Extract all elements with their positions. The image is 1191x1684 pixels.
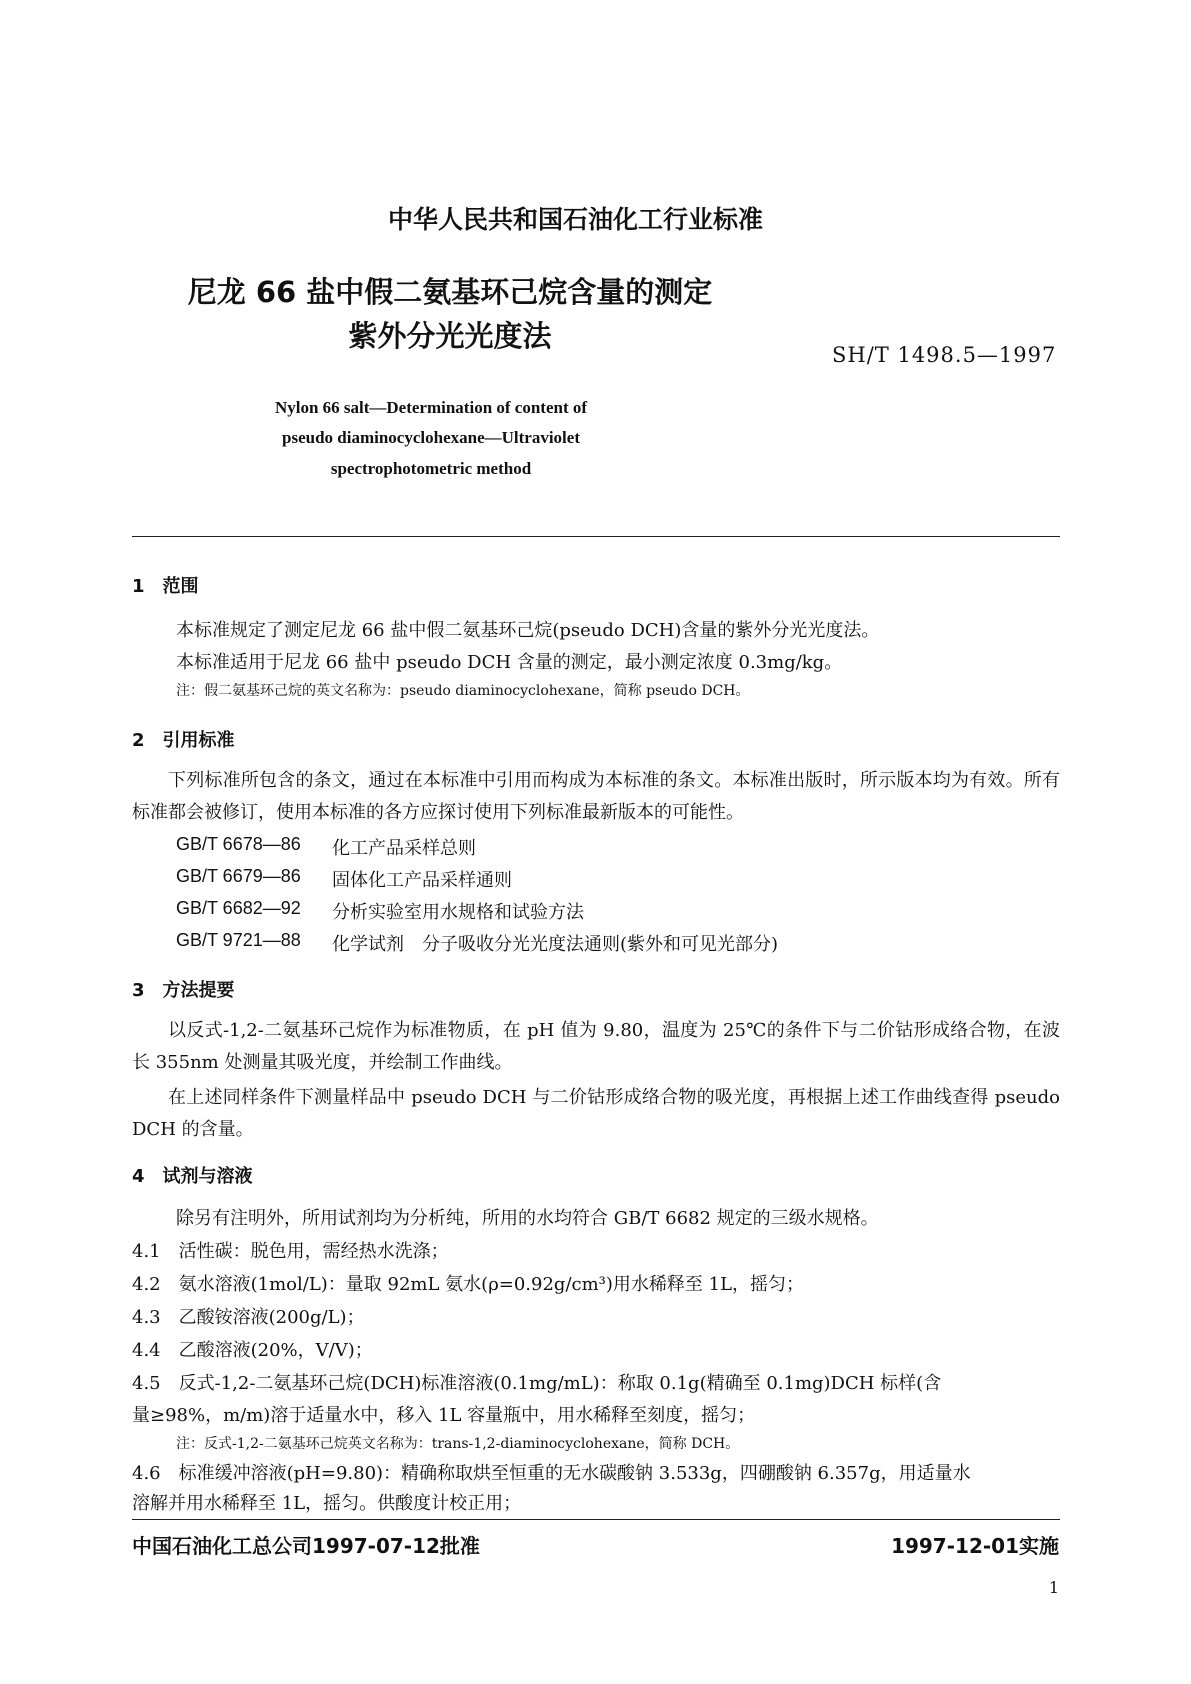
section-3-heading: 3 方法提要 [132,980,235,1001]
reference-code: GB/T 6682—92 [176,898,301,918]
section-3-paragraph-1: 以反式-1,2-二氨基环己烷作为标准物质，在 pH 值为 9.80，温度为 25℃的条件下与二价钴形成络合物，在波长 355nm 处测量其吸光度，并绘制工作曲线。 [132,1020,1060,1073]
implementation-date: 1997-12-01实施 [891,1534,1059,1558]
title-en-line3: spectrophotometric method [330,459,532,478]
section-2-intro: 下列标准所包含的条文，通过在本标准中引用而构成为本标准的条文。本标准出版时，所示版本均为有效。所有标准都会被修订，使用本标准的各方应探讨使用下列标准最新版本的可能性。 [132,770,1060,823]
standard-category: 中华人民共和国石油化工行业标准 [387,205,763,234]
item-4-1: 4.1 活性碳：脱色用，需经热水洗涤； [132,1241,449,1262]
section-4-intro: 除另有注明外，所用试剂均为分析纯，所用的水均符合 GB/T 6682 规定的三级水规格。 [176,1208,879,1229]
title-cn-line1: 尼龙 66 盐中假二氨基环己烷含量的测定 [187,275,713,309]
reference-title: 固体化工产品采样通则 [332,870,512,891]
reference-title: 化工产品采样总则 [332,838,476,859]
title-en-line1: Nylon 66 salt—Determination of content of [274,398,588,417]
item-4-2: 4.2 氨水溶液(1mol/L)：量取 92mL 氨水(ρ=0.92g/cm³)用水稀释至 1L，摇匀； [132,1274,805,1295]
section-1-paragraph-1: 本标准规定了测定尼龙 66 盐中假二氨基环己烷(pseudo DCH)含量的紫外分光光度法。 [176,620,880,641]
reference-title: 分析实验室用水规格和试验方法 [332,902,584,923]
reference-code: GB/T 6679—86 [176,866,301,886]
item-4-5-line-1: 4.5 反式-1,2-二氨基环己烷(DCH)标准溶液(0.1mg/mL)：称取 0.1g(精确至 0.1mg)DCH 标样(含 [132,1373,942,1394]
standard-code: SH/T 1498.5—1997 [832,343,1057,367]
reference-title: 化学试剂 分子吸收分光光度法通则(紫外和可见光部分) [332,934,779,955]
section-3-paragraph-2: 在上述同样条件下测量样品中 pseudo DCH 与二价钴形成络合物的吸光度，再根据上述工作曲线查得 pseudo DCH 的含量。 [132,1087,1060,1140]
section-2-heading: 2 引用标准 [132,730,235,751]
section-1-paragraph-2: 本标准适用于尼龙 66 盐中 pseudo DCH 含量的测定，最小测定浓度 0.3mg/kg。 [176,652,843,673]
footer-divider [132,1519,1060,1520]
reference-code: GB/T 9721—88 [176,930,301,950]
item-4-5-line-2: 量≥98%，m/m)溶于适量水中，移入 1L 容量瓶中，用水稀释至刻度，摇匀； [132,1405,756,1426]
section-1-note: 注：假二氨基环己烷的英文名称为：pseudo diaminocyclohexane，简称 pseudo DCH。 [176,683,750,699]
item-4-6-line-2: 溶解并用水稀释至 1L，摇匀。供酸度计校正用； [132,1493,522,1514]
section-1-heading: 1 范围 [132,576,199,597]
item-4-5-note: 注：反式-1,2-二氨基环己烷英文名称为：trans-1,2-diaminocyclohexane，简称 DCH。 [176,1436,740,1452]
section-4-heading: 4 试剂与溶液 [132,1166,253,1187]
page-number: 1 [1048,1578,1059,1597]
title-en-line2: pseudo diaminocyclohexane—Ultraviolet [282,428,580,447]
header-divider [132,536,1060,537]
item-4-6-line-1: 4.6 标准缓冲溶液(pH=9.80)：精确称取烘至恒重的无水碳酸钠 3.533g，四硼酸钠 6.357g，用适量水 [132,1463,971,1484]
item-4-4: 4.4 乙酸溶液(20%，V/V)； [132,1340,373,1361]
title-cn-line2: 紫外分光光度法 [348,319,552,353]
approval-text: 中国石油化工总公司1997-07-12批准 [132,1534,480,1558]
item-4-3: 4.3 乙酸铵溶液(200g/L)； [132,1307,365,1328]
reference-code: GB/T 6678—86 [176,834,301,854]
